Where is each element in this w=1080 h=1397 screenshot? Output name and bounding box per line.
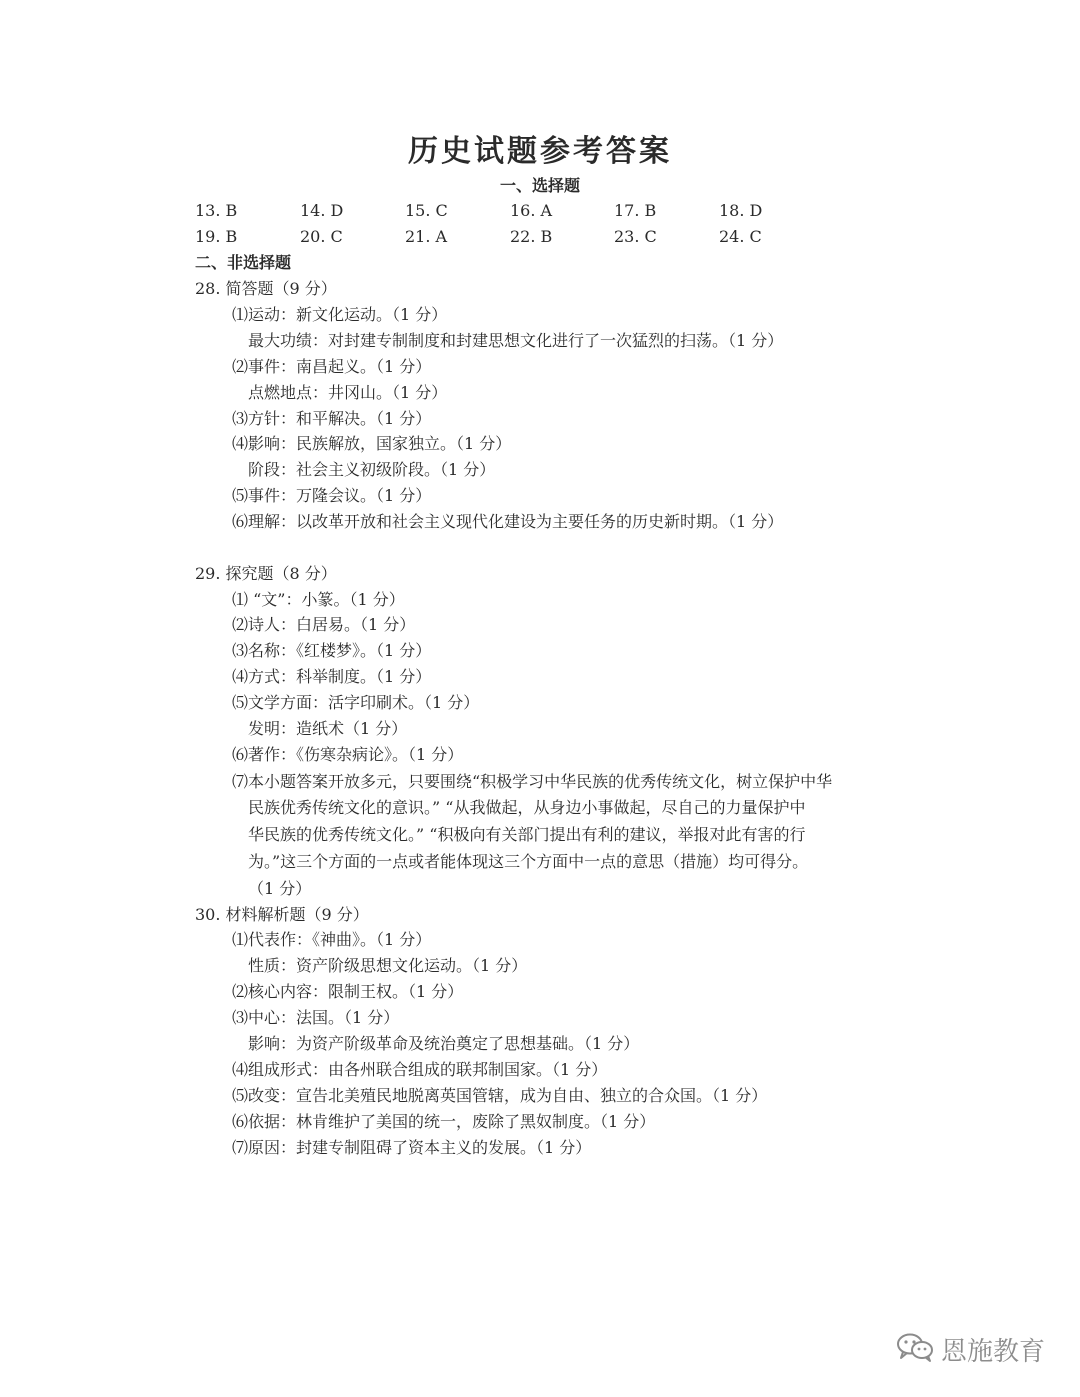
answer-line: 为。”这三个方面的一点或者能体现这三个方面中一点的意思（措施）均可得分。: [248, 852, 809, 871]
answer-line: ⑶中心：法国。（1 分）: [232, 1008, 400, 1027]
mc-answer: 23. C: [614, 227, 657, 246]
answer-line: ⑺本小题答案开放多元，只要围绕“积极学习中华民族的优秀传统文化，树立保护中华: [232, 772, 833, 791]
answer-line: ⑶名称：《红楼梦》。（1 分）: [232, 641, 432, 660]
mc-answer: 16. A: [510, 201, 553, 220]
answer-line: ⑸文学方面：活字印刷术。（1 分）: [232, 693, 480, 712]
answer-line: 点燃地点：井冈山。（1 分）: [248, 383, 448, 402]
mc-answer: 19. B: [195, 227, 238, 246]
answer-line: ⑴ “文”：小篆。（1 分）: [232, 590, 405, 609]
answer-line: ⑷组成形式：由各州联合组成的联邦制国家。（1 分）: [232, 1060, 608, 1079]
section-heading-choice: 一、选择题: [499, 176, 580, 195]
mc-answer: 15. C: [405, 201, 448, 220]
question-heading: 29. 探究题（8 分）: [195, 564, 337, 583]
mc-answer: 24. C: [719, 227, 762, 246]
answer-line: 华民族的优秀传统文化。” “积极向有关部门提出有利的建议，举报对此有害的行: [248, 825, 806, 844]
answer-line: ⑴代表作：《神曲》。（1 分）: [232, 930, 432, 949]
mc-answer: 20. C: [300, 227, 343, 246]
mc-answer: 22. B: [510, 227, 553, 246]
document-title: 历史试题参考答案: [408, 134, 672, 169]
answer-line: （1 分）: [248, 879, 312, 898]
mc-answer: 18. D: [719, 201, 763, 220]
answer-line: 阶段：社会主义初级阶段。（1 分）: [248, 460, 496, 479]
answer-line: ⑷影响：民族解放，国家独立。（1 分）: [232, 434, 512, 453]
answer-line: 性质：资产阶级思想文化运动。（1 分）: [248, 956, 528, 975]
answer-line: ⑸改变：宣告北美殖民地脱离英国管辖，成为自由、独立的合众国。（1 分）: [232, 1086, 768, 1105]
answer-line: ⑵事件：南昌起义。（1 分）: [232, 357, 432, 376]
watermark: [895, 1331, 1045, 1367]
answer-line: ⑹著作：《伤寒杂病论》。（1 分）: [232, 745, 464, 764]
section-heading-nonchoice: 二、非选择题: [195, 253, 292, 272]
question-heading: 28. 简答题（9 分）: [195, 279, 337, 298]
answer-line: ⑵核心内容：限制王权。（1 分）: [232, 982, 464, 1001]
answer-line: ⑺原因：封建专制阻碍了资本主义的发展。（1 分）: [232, 1138, 592, 1157]
answer-line: 最大功绩：对封建专制制度和封建思想文化进行了一次猛烈的扫荡。（1 分）: [248, 331, 784, 350]
answer-line: 民族优秀传统文化的意识。” “从我做起，从身边小事做起，尽自己的力量保护中: [248, 798, 806, 817]
answer-line: ⑸事件：万隆会议。（1 分）: [232, 486, 432, 505]
mc-answer: 13. B: [195, 201, 238, 220]
watermark-text: 恩施教育: [941, 1336, 1046, 1367]
answer-line: 影响：为资产阶级革命及统治奠定了思想基础。（1 分）: [248, 1034, 640, 1053]
answer-line: ⑹理解：以改革开放和社会主义现代化建设为主要任务的历史新时期。（1 分）: [232, 512, 784, 531]
answer-line: 发明：造纸术（1 分）: [248, 719, 408, 738]
mc-answer: 17. B: [614, 201, 657, 220]
answer-line: ⑴运动：新文化运动。（1 分）: [232, 305, 448, 324]
answer-line: ⑶方针：和平解决。（1 分）: [232, 409, 432, 428]
mc-answer: 21. A: [405, 227, 448, 246]
wechat-icon: [895, 1331, 935, 1367]
answer-line: ⑹依据：林肯维护了美国的统一，废除了黑奴制度。（1 分）: [232, 1112, 656, 1131]
answer-line: ⑷方式：科举制度。（1 分）: [232, 667, 432, 686]
mc-answer: 14. D: [300, 201, 344, 220]
answer-line: ⑵诗人：白居易。（1 分）: [232, 615, 416, 634]
question-heading: 30. 材料解析题（9 分）: [195, 905, 369, 924]
